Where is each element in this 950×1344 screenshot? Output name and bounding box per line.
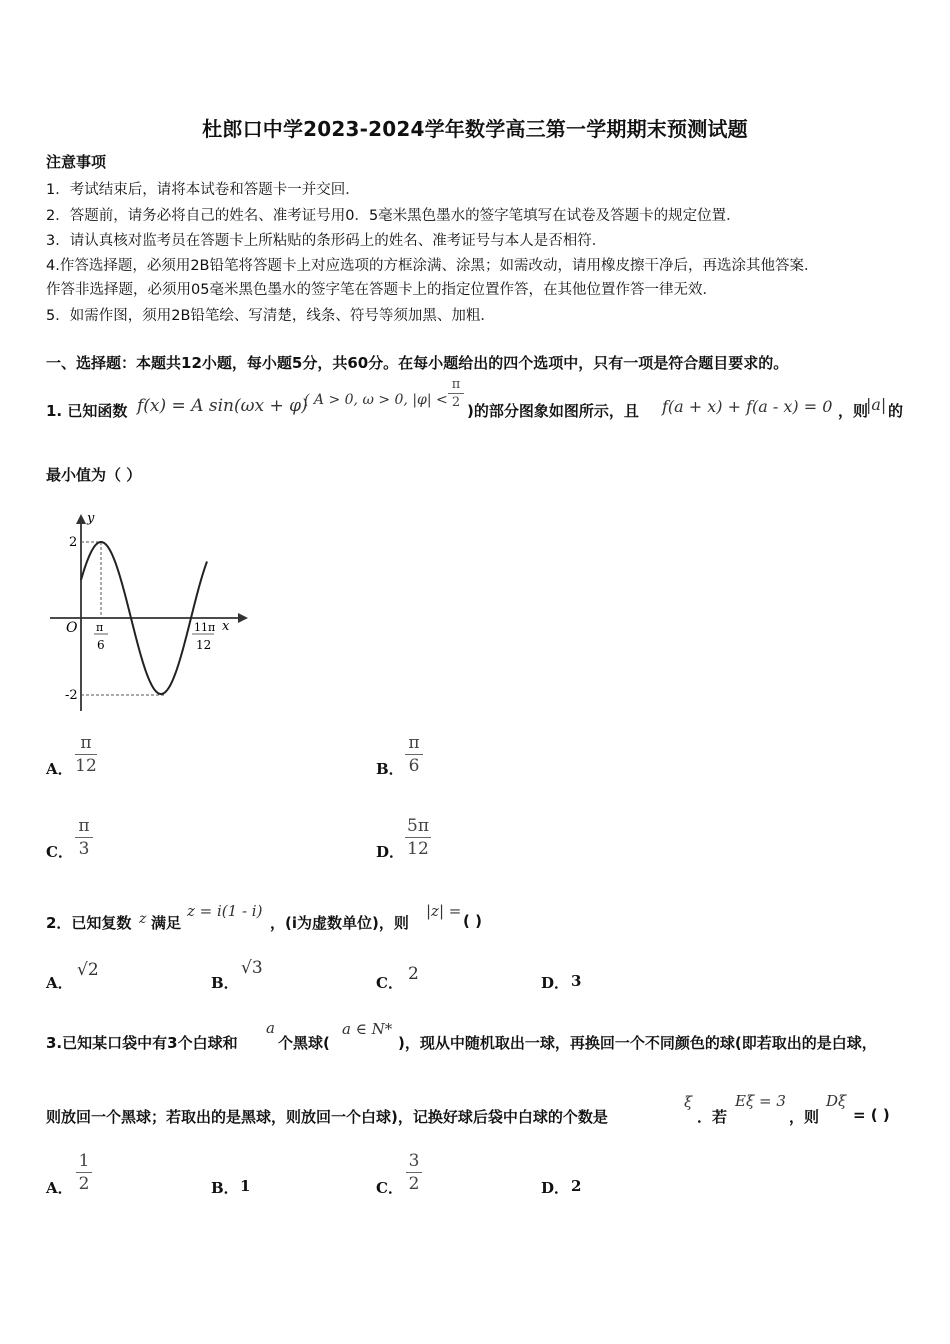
origin-label: O (66, 620, 78, 636)
y-min-label: -2 (65, 688, 78, 703)
notice-item: 3．请认真核对监考员在答题卡上所粘贴的条形码上的姓名、准考证号与本人是否相符． (46, 233, 607, 249)
q3-line2d: = ( ) (853, 1106, 890, 1124)
q1-option-b-value (405, 733, 423, 776)
q3-lead: 3.已知某口袋中有3个白球和 (46, 1034, 238, 1052)
frac-den: 12 (75, 756, 97, 776)
notice-item: 作答非选择题，必须用05毫米黑色墨水的签字笔在答题卡上的指定位置作答，在其他位置作答一律无效． (46, 282, 717, 298)
q2-option-d-letter: D． (541, 974, 570, 992)
q2-t2: ，(i为虚数单位)，则 (270, 914, 409, 932)
notice-item: 1．考试结束后，请将本试卷和答题卡一并交回． (46, 182, 360, 198)
x1-num: π (96, 621, 104, 634)
q2-absz: |z| = (426, 902, 462, 920)
notice-item: 2．答题前，请务必将自己的姓名、准考证号用0．5毫米黑色墨水的签字笔填写在试卷及答题卡的规定位置． (46, 208, 741, 224)
q3-option-b-letter: B． (211, 1179, 239, 1197)
notice-item: 5．如需作图，须用2B铅笔绘、写清楚，线条、符号等须加黑、加粗． (46, 308, 495, 324)
x-axis-arrow (238, 613, 248, 623)
y-axis-arrow (76, 514, 86, 524)
q3-dxi: Dξ (826, 1092, 847, 1110)
q1-cond-frac-den: 2 (451, 395, 461, 410)
q3-exi: Eξ = 3 (735, 1092, 786, 1110)
fraction-bar (76, 1172, 92, 1173)
x2-den: 12 (196, 638, 212, 652)
q3-xi: ξ (684, 1093, 693, 1111)
q3-option-b-value: 1 (240, 1177, 251, 1195)
frac-num: π (78, 816, 90, 836)
frac-num: 3 (408, 1151, 420, 1171)
frac-den: 6 (408, 756, 420, 776)
q2-z: z (139, 911, 147, 927)
q2-eq: z = i(1 - i) (187, 902, 263, 920)
q2-lead: 2．已知复数 (46, 914, 132, 932)
q1-tail1: ，则 (838, 402, 869, 420)
q1-option-d-letter: D． (376, 843, 405, 861)
q2-option-b-value: √3 (241, 958, 263, 978)
fraction-bar (406, 1172, 422, 1173)
frac-den: 3 (78, 839, 90, 859)
frac-num: 1 (78, 1151, 90, 1171)
q1-tail2: 的 (888, 402, 904, 420)
y-max-label: 2 (69, 535, 78, 550)
q2-option-a-letter: A． (46, 974, 73, 992)
fraction-bar (405, 754, 423, 755)
q3-t2: )，现从中随机取出一球，再换回一个不同颜色的球(即若取出的是白球， (398, 1034, 877, 1052)
q1-mid: )的部分图象如图所示，且 (467, 402, 639, 420)
q1-line2: 最小值为（ ） (46, 466, 142, 484)
frac-den: 12 (407, 839, 429, 859)
q2-option-b-letter: B． (211, 974, 239, 992)
q3-option-c-letter: C． (376, 1179, 403, 1197)
q1-abs-a: |a| (866, 395, 887, 414)
q1-lead: 1. 已知函数 (46, 402, 128, 420)
q3-line2b: ．若 (697, 1108, 728, 1126)
q2-option-c-letter: C． (376, 974, 403, 992)
frac-num: π (80, 733, 92, 753)
frac-den: 2 (78, 1174, 90, 1194)
q1-option-c-value (75, 816, 93, 859)
x2-num: 11π (194, 621, 216, 634)
page-title: 杜郎口中学2023-2024学年数学高三第一学期期末预测试题 (202, 117, 748, 141)
frac-num: 5π (407, 816, 429, 836)
q1-option-d-value (405, 816, 431, 859)
fraction-bar (75, 754, 97, 755)
frac-den: 2 (408, 1174, 420, 1194)
x-axis-label: x (222, 619, 230, 634)
q2-option-d-value: 3 (571, 972, 582, 990)
q3-option-d-value: 2 (571, 1177, 582, 1195)
q3-option-c-value (406, 1151, 422, 1194)
q3-line2c: ，则 (789, 1108, 820, 1126)
q3-a: a (266, 1019, 275, 1037)
q1-cond-frac-num: π (451, 377, 461, 392)
q3-t1: 个黑球( (278, 1034, 330, 1052)
q2-t3: ( ) (463, 912, 482, 930)
notice-heading: 注意事项 (46, 153, 107, 171)
y-axis-label: y (87, 511, 95, 526)
q1-option-a-letter: A． (46, 760, 73, 778)
q1-eq: f(a + x) + f(a - x) = 0 (662, 397, 833, 416)
notice-item: 4.作答选择题，必须用2B铅笔将答题卡上对应选项的方框涂满、涂黑；如需改动，请用橡皮擦干净后，再选涂其他答案． (46, 258, 819, 274)
q1-func: f(x) = A sin(ωx + φ) (137, 396, 308, 416)
q1-sine-graph (42, 506, 252, 721)
q2-t1: 满足 (151, 914, 182, 932)
q1-option-c-letter: C． (46, 843, 73, 861)
q3-line2a: 则放回一个黑球；若取出的是黑球，则放回一个白球)，记换好球后袋中白球的个数是 (46, 1108, 608, 1126)
q3-option-d-letter: D． (541, 1179, 570, 1197)
fraction-bar (448, 393, 464, 394)
q3-option-a-value (76, 1151, 92, 1194)
q3-option-a-letter: A． (46, 1179, 73, 1197)
q1-cond: ( A > 0, ω > 0, |φ| < (304, 392, 448, 408)
q1-option-b-letter: B． (376, 760, 404, 778)
frac-num: π (408, 733, 420, 753)
q2-option-a-value: √2 (77, 960, 99, 980)
q2-option-c-value: 2 (408, 964, 419, 984)
q3-cond: a ∈ N* (342, 1020, 393, 1038)
section-heading: 一、选择题：本题共12小题，每小题5分，共60分。在每小题给出的四个选项中，只有一项是符合题目要求的。 (46, 354, 789, 372)
x1-den: 6 (97, 638, 105, 652)
q1-option-a-value (75, 733, 97, 776)
q1-cond-frac (448, 377, 464, 410)
fraction-bar (405, 837, 431, 838)
fraction-bar (75, 837, 93, 838)
